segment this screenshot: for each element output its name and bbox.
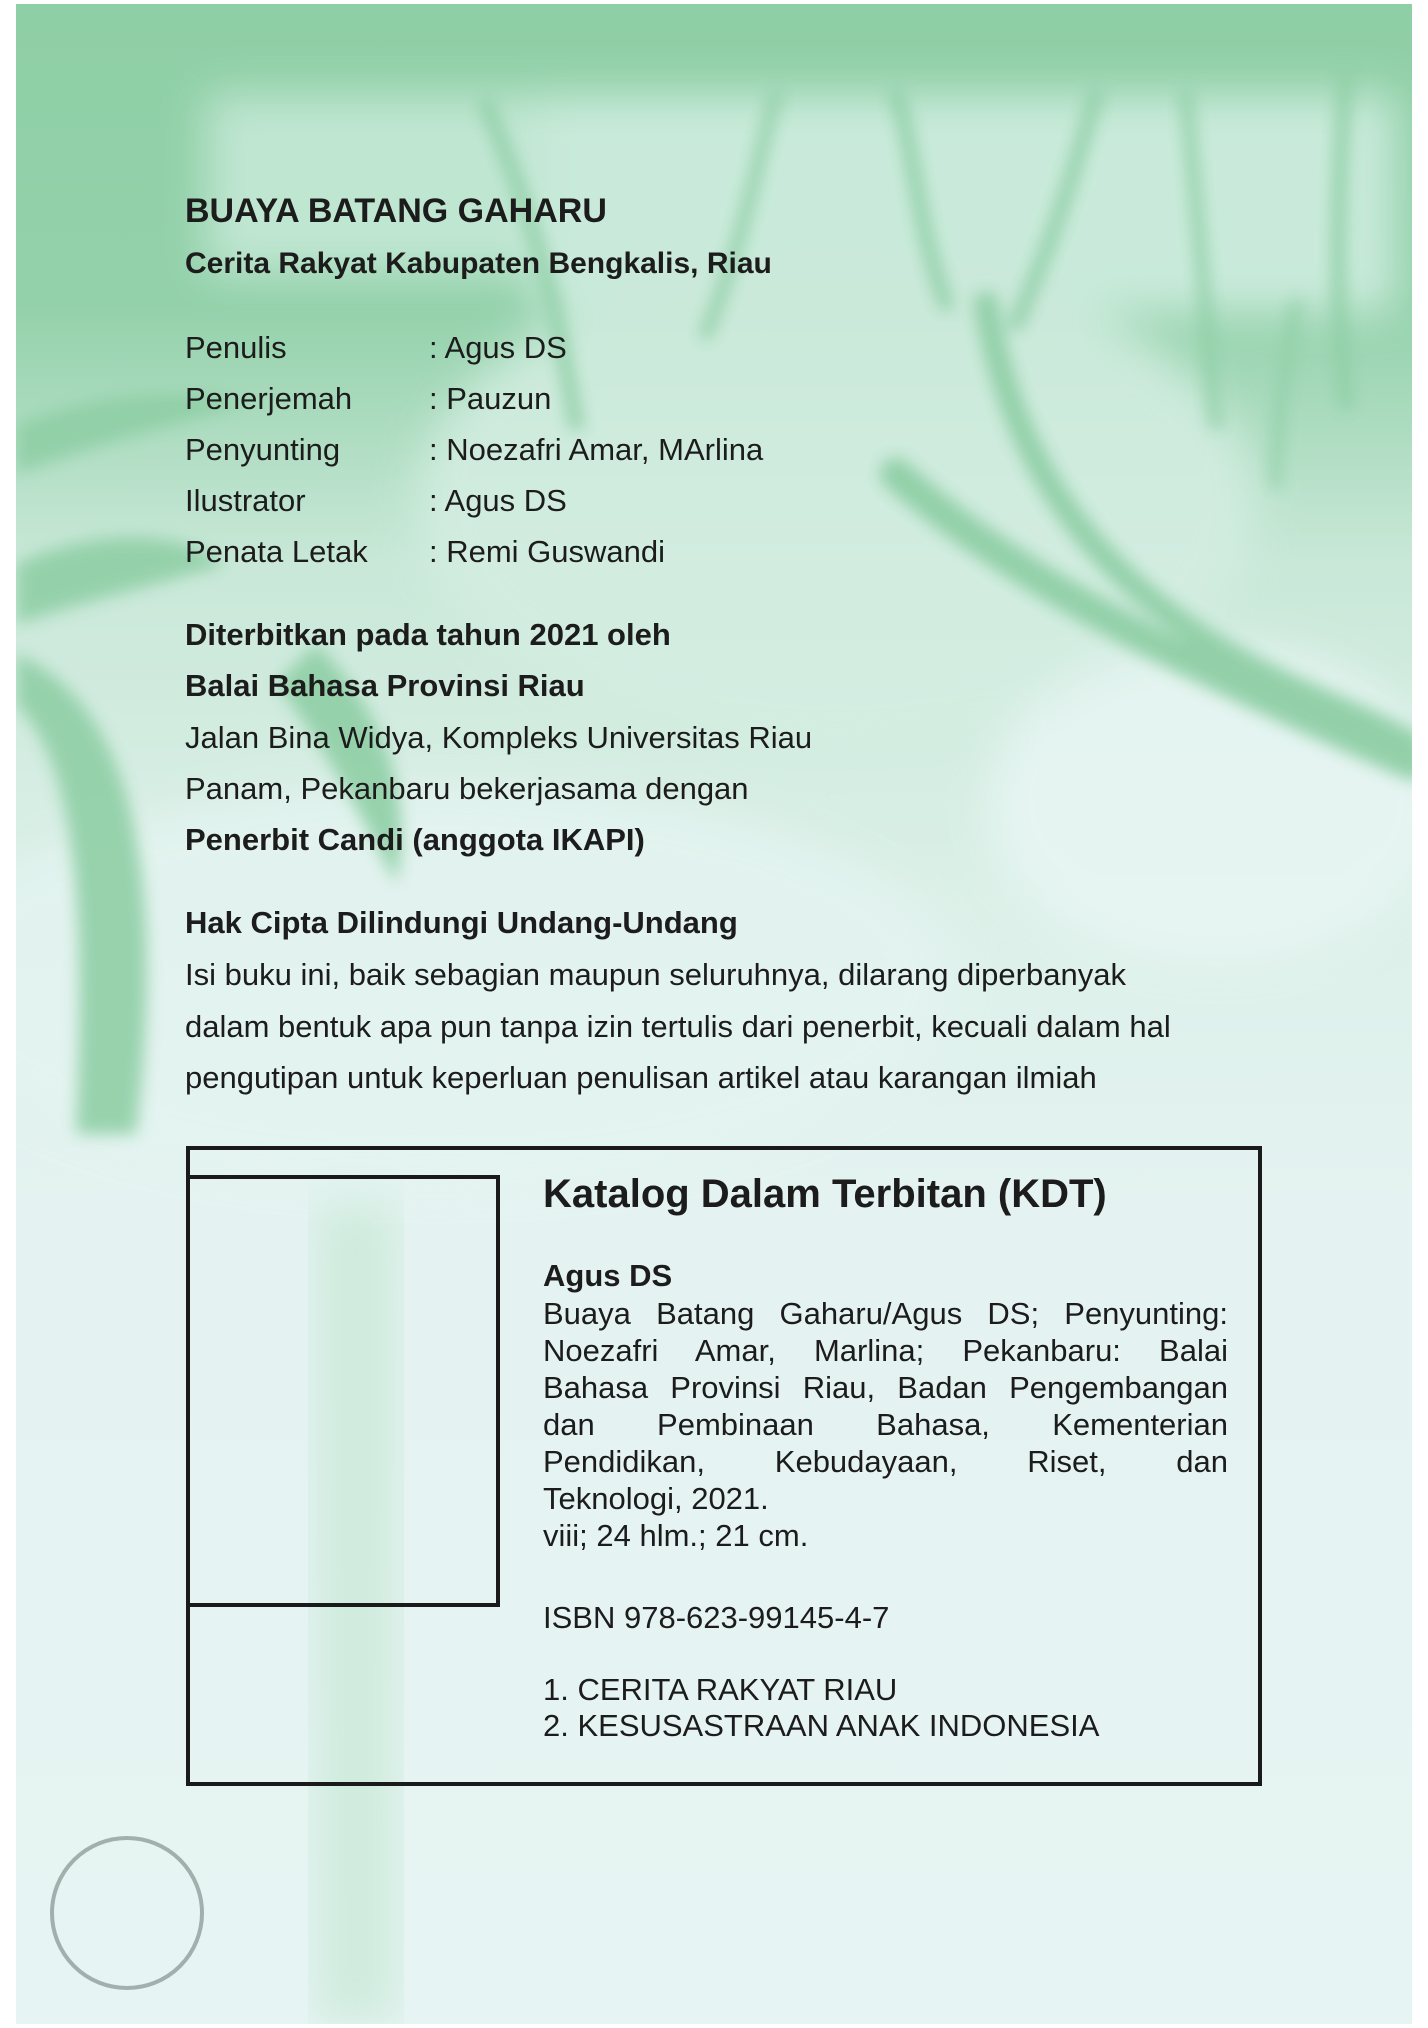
credit-label: Penulis [185,330,287,365]
kdt-description-line: Pendidikan, Kebudayaan, Riset, dan [543,1444,1228,1479]
credit-row-penata-letak [185,534,885,570]
kdt-subject-1: 1. CERITA RAKYAT RIAU [543,1672,898,1707]
kdt-author: Agus DS [543,1258,673,1293]
book-subtitle: Cerita Rakyat Kabupaten Bengkalis, Riau [185,247,772,280]
kdt-description-line: Bahasa Provinsi Riau, Badan Pengembangan [543,1370,1228,1405]
credit-value: : Agus DS [429,483,567,518]
copyright-line: Isi buku ini, baik sebagian maupun seluruhnya, dilarang diperbanyak [185,957,1126,992]
page-number-circle-icon [50,1836,204,1990]
kdt-description-line: Teknologi, 2021. [543,1481,769,1516]
credit-row-ilustrator [185,483,885,519]
credit-label: Penata Letak [185,534,368,569]
kdt-physical-description: viii; 24 hlm.; 21 cm. [543,1518,809,1553]
credit-value: : Pauzun [429,381,552,416]
kdt-subject-2: 2. KESUSASTRAAN ANAK INDONESIA [543,1708,1100,1743]
credit-label: Penyunting [185,432,341,467]
publisher-name: Balai Bahasa Provinsi Riau [185,668,585,703]
copyright-line: pengutipan untuk keperluan penulisan artikel atau karangan ilmiah [185,1060,1097,1095]
kdt-description-line: Noezafri Amar, Marlina; Pekanbaru: Balai [543,1333,1228,1368]
credit-label: Ilustrator [185,483,306,518]
credit-label: Penerjemah [185,381,353,416]
publisher-partner: Penerbit Candi (anggota IKAPI) [185,822,645,857]
kdt-description-line: dan Pembinaan Bahasa, Kementerian [543,1407,1228,1442]
kdt-title: Katalog Dalam Terbitan (KDT) [543,1172,1107,1216]
credit-value: : Noezafri Amar, MArlina [429,432,764,467]
credit-row-penerjemah [185,381,885,417]
copyright-line: dalam bentuk apa pun tanpa izin tertulis dari penerbit, kecuali dalam hal [185,1009,1171,1044]
publisher-address-line1: Jalan Bina Widya, Kompleks Universitas Riau [185,720,813,755]
publisher-intro: Diterbitkan pada tahun 2021 oleh [185,617,671,652]
kdt-description-line: Buaya Batang Gaharu/Agus DS; Penyunting: [543,1296,1228,1331]
credit-value: : Agus DS [429,330,567,365]
credit-row-penyunting [185,432,885,468]
book-title: BUAYA BATANG GAHARU [185,192,607,230]
publisher-address-line2: Panam, Pekanbaru bekerjasama dengan [185,771,749,806]
credit-row-penulis [185,330,885,366]
page [16,4,1412,2024]
kdt-isbn: ISBN 978-623-99145-4-7 [543,1600,890,1635]
kdt-inner-frame [186,1175,500,1607]
copyright-heading: Hak Cipta Dilindungi Undang-Undang [185,905,738,940]
credit-value: : Remi Guswandi [429,534,666,569]
